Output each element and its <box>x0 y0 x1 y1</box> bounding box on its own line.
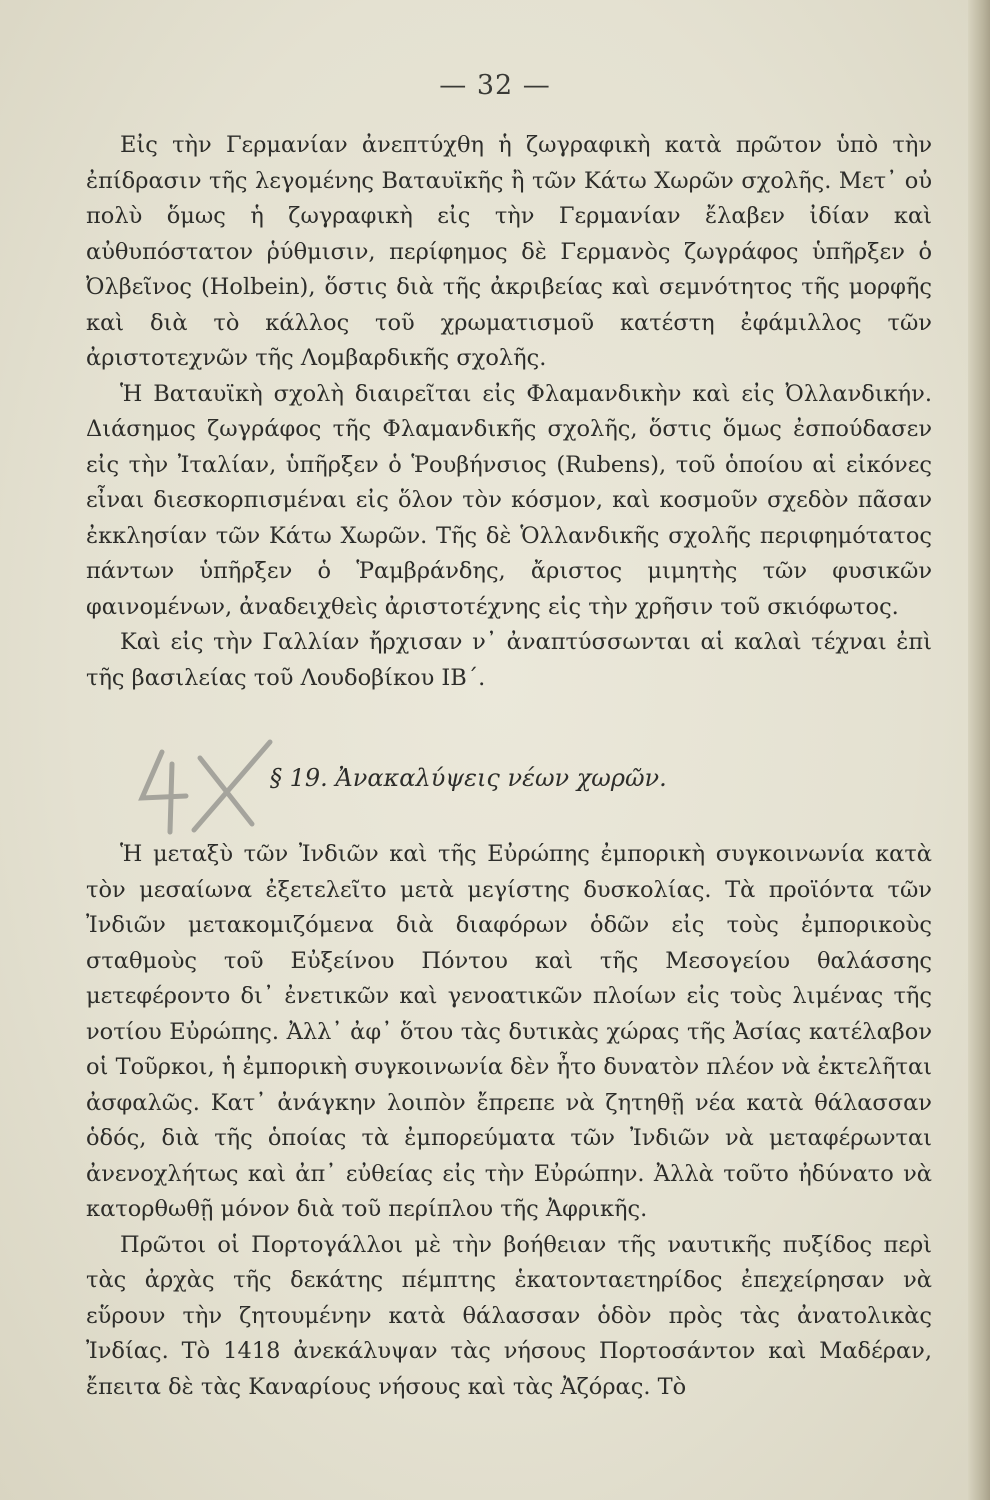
paragraph: Ἡ μεταξὺ τῶν Ἰνδιῶν καὶ τῆς Εὐρώπης ἐμπορικὴ συγκοινωνία κατὰ τὸν μεσαίωνα ἐξετελεῖτο μετὰ μεγίστης δυσκολίας. Τὰ προϊόντα τῶν Ἰνδιῶν μετακομιζόμενα διὰ διαφόρων ὁδῶν εἰς τοὺς ἐμπορικοὺς σταθμοὺς τοῦ Εὐξείνου Πόντου καὶ τῆς Μεσογείου θαλάσσης μετεφέροντο δι᾽ ἐνετικῶν καὶ γενοατικῶν πλοίων εἰς τοὺς λιμένας τῆς νοτίου Εὐρώπης. Ἀλλ᾽ ἀφ᾽ ὅτου τὰς δυτικὰς χώρας τῆς Ἀσίας κατέλαβον οἱ Τοῦρκοι, ἡ ἐμπορικὴ συγκοινωνία δὲν ἦτο δυνατὸν πλέον νὰ ἐκτελῆται ἀσφαλῶς. Κατ᾽ ἀνάγκην λοιπὸν ἔπρεπε νὰ ζητηθῇ νέα κατὰ θάλασσαν ὁδός, διὰ τῆς ὁποίας τὰ ἐμπορεύματα τῶν Ἰνδιῶν νὰ μεταφέρωνται ἀνενοχλήτως καὶ ἀπ᾽ εὐθείας εἰς τὴν Εὐρώπην. Ἀλλὰ τοῦτο ἠδύνατο νὰ κατορθωθῇ μόνον διὰ τοῦ περίπλου τῆς Ἀφρικῆς. <box>86 841 932 1222</box>
paragraph: Ἡ Βαταυϊκὴ σχολὴ διαιρεῖται εἰς Φλαμανδικὴν καὶ εἰς Ὀλλανδικήν. Διάσημος ζωγράφος τῆς Φλαμανδικῆς σχολῆς, ὅστις ὅμως ἐσπούδασεν εἰς τὴν Ἰταλίαν, ὑπῆρξεν ὁ Ῥουβήνσιος (Rubens), τοῦ ὁποίου αἱ εἰκόνες εἶναι διεσκορπισμέναι εἰς ὅλον τὸν κόσμον, καὶ κοσμοῦν σχεδὸν πᾶσαν ἐκκλησίαν τῶν Κάτω Χωρῶν. Τῆς δὲ Ὁλλανδικῆς σχολῆς περιφημότατος πάντων ὑπῆρξεν ὁ Ῥαμβράνδης, ἄριστος μιμητὴς τῶν φυσικῶν φαινομένων, ἀναδειχθεὶς ἀριστοτέχνης εἰς τὴν χρῆσιν τοῦ σκιόφωτος. <box>86 380 932 620</box>
text-block-bottom <box>86 837 932 1405</box>
text-block-top <box>86 128 932 696</box>
section-heading: § 19. Ἀνακαλύψεις νέων χωρῶν. <box>270 764 667 792</box>
paragraph: Καὶ εἰς τὴν Γαλλίαν ἤρχισαν ν᾽ ἀναπτύσσωνται αἱ καλαὶ τέχναι ἐπὶ τῆς βασιλείας τοῦ Λουδοβίκου ΙΒ΄. <box>86 629 932 691</box>
pencil-annotation-mark <box>128 728 278 838</box>
page-number: — 32 — <box>439 70 551 101</box>
page-edge-shadow <box>968 0 990 1500</box>
paragraph: Εἰς τὴν Γερμανίαν ἀνεπτύχθη ἡ ζωγραφικὴ κατὰ πρῶτον ὑπὸ τὴν ἐπίδρασιν τῆς λεγομένης Βαταυϊκῆς ἢ τῶν Κάτω Χωρῶν σχολῆς. Μετ᾽ οὐ πολὺ ὅμως ἡ ζωγραφικὴ εἰς τὴν Γερμανίαν ἔλαβεν ἰδίαν καὶ αὐθυπόστατον ῥύθμισιν, περίφημος δὲ Γερμανὸς ζωγράφος ὑπῆρξεν ὁ Ὀλβεῖνος (Holbein), ὅστις διὰ τῆς ἀκριβείας καὶ σεμνότητος τῆς μορφῆς καὶ διὰ τὸ κάλλος τοῦ χρωματισμοῦ κατέστη ἐφάμιλλος τῶν ἀριστοτεχνῶν τῆς Λομβαρδικῆς σχολῆς. <box>86 132 932 371</box>
paragraph: Πρῶτοι οἱ Πορτογάλλοι μὲ τὴν βοήθειαν τῆς ναυτικῆς πυξίδος περὶ τὰς ἀρχὰς τῆς δεκάτης πέμπτης ἑκατονταετηρίδος ἐπεχείρησαν νὰ εὕρουν τὴν ζητουμένην κατὰ θάλασσαν ὁδὸν πρὸς τὰς ἀνατολικὰς Ἰνδίας. Τὸ 1418 ἀνεκάλυψαν τὰς νήσους Πορτοσάντον καὶ Μαδέραν, ἔπειτα δὲ τὰς Καναρίους νήσους καὶ τὰς Ἀζόρας. Τὸ <box>86 1231 932 1400</box>
